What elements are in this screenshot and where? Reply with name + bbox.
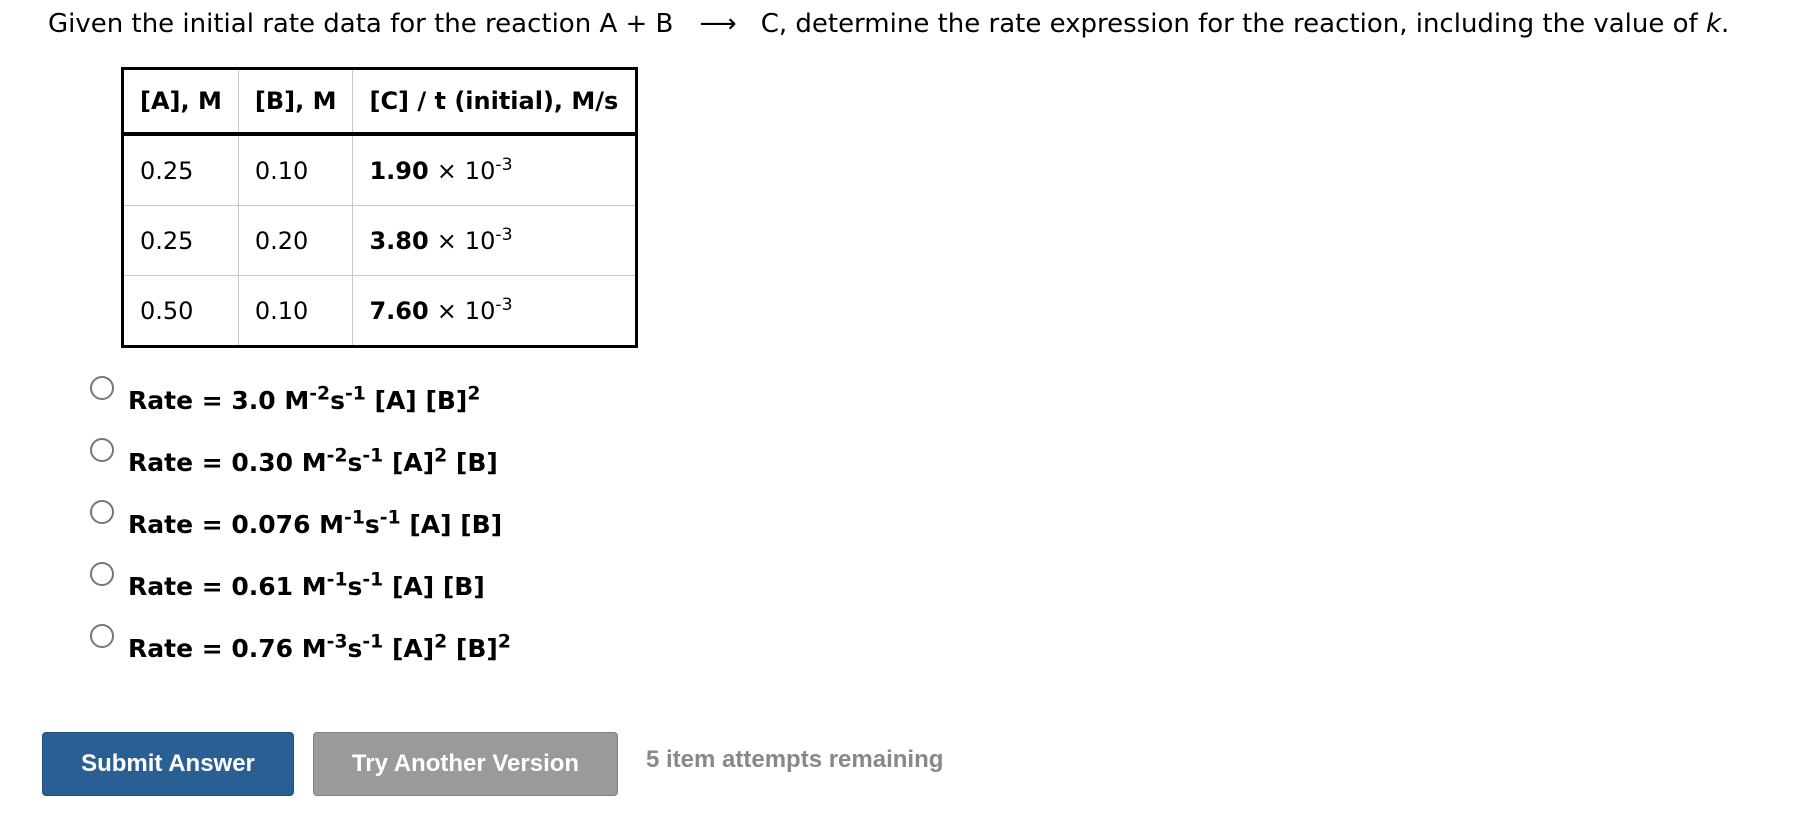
radio-button[interactable] [90, 562, 114, 586]
question-text: Given the initial rate data for the reaction A + B ⟶ C, determine the rate expression for the reaction, including the value of k. [48, 6, 1729, 42]
header-initial-rate: [C] / t (initial), M/s [353, 69, 637, 135]
choice-label: Rate = 3.0 $M^{-2}s^{-1}$ [A] $[B]^2$ [128, 383, 481, 415]
cell-a: 0.25 [123, 134, 239, 206]
cell-rate: $1.90 \times 10^{-3}$ [353, 134, 637, 206]
choice-label: Rate = 0.30 $M^{-2}s^{-1}$ $[A]^2$ [B] [128, 445, 498, 477]
question-part2: C, determine the rate expression for the reaction, including the value of [760, 9, 1698, 39]
table-header-row [123, 69, 637, 135]
table-row [123, 276, 637, 347]
choice-label: Rate = 0.76 $M^{-3}s^{-1}$ $[A]^2$ $[B]^2$ [128, 631, 511, 663]
rate-data-table [121, 67, 638, 348]
radio-button[interactable] [90, 500, 114, 524]
cell-rate: $3.80 \times 10^{-3}$ [353, 206, 637, 276]
radio-button[interactable] [90, 376, 114, 400]
table-row [123, 206, 637, 276]
table-row [123, 134, 637, 206]
header-concentration-b: [B], M [238, 69, 353, 135]
radio-button[interactable] [90, 624, 114, 648]
radio-button[interactable] [90, 438, 114, 462]
reaction-arrow-icon: ⟶ [699, 9, 737, 39]
cell-a: 0.25 [123, 206, 239, 276]
header-concentration-a: [A], M [123, 69, 239, 135]
try-another-version-button[interactable]: Try Another Version [313, 732, 618, 796]
cell-b: 0.20 [238, 206, 353, 276]
cell-rate: $7.60 \times 10^{-3}$ [369, 294, 513, 325]
rate-constant-symbol: k [1705, 9, 1722, 39]
cell-b: 0.10 [238, 276, 353, 347]
attempts-remaining: 5 item attempts remaining [646, 746, 944, 773]
submit-answer-button[interactable]: Submit Answer [42, 732, 294, 796]
choice-label: Rate = 0.076 $M^{-1}s^{-1}$ [A] [B] [128, 507, 503, 539]
cell-b: 0.10 [238, 134, 353, 206]
question-part1: Given the initial rate data for the reaction A + B [48, 9, 674, 39]
cell-a: 0.50 [123, 276, 239, 347]
choice-label: Rate = 0.61 $M^{-1}s^{-1}$ [A] [B] [128, 569, 485, 601]
